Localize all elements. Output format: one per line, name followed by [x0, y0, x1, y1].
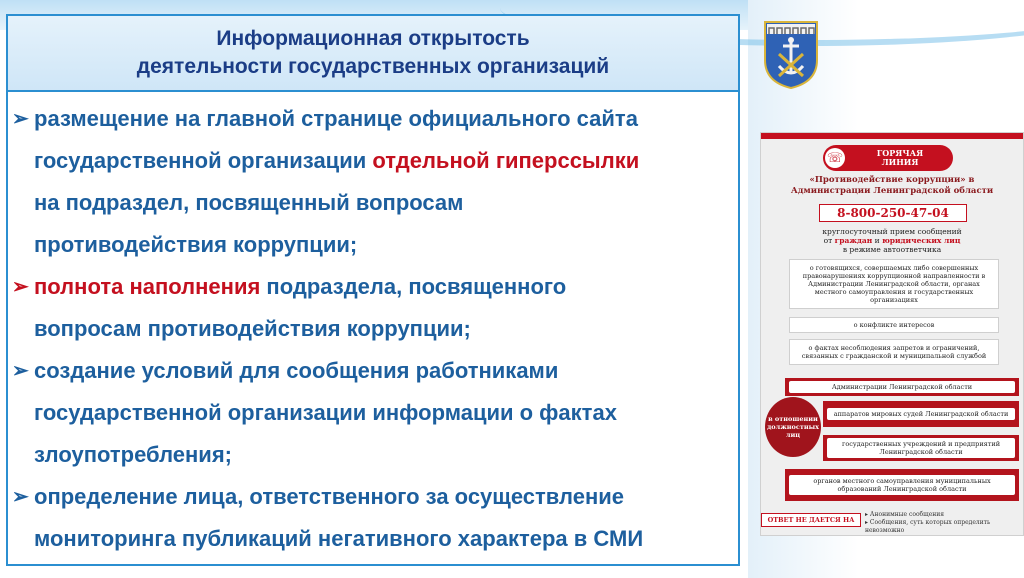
hotline-poster — [760, 132, 1024, 536]
report-topic-box: о конфликте интересов — [789, 317, 999, 333]
highlight-text: отдельной гиперссылки — [372, 148, 640, 173]
poster-subtitle: круглосуточный прием сообщений от граждан и юридических лиц в режиме автоответчика — [822, 227, 962, 254]
bullet-item-4 — [12, 476, 737, 560]
phone-icon: ☏ — [825, 148, 845, 168]
no-answer-label: ОТВЕТ НЕ ДАЕТСЯ НА — [761, 513, 861, 527]
poster-title: «Противодействие коррупции» в Администрации Ленинградской области — [790, 175, 994, 196]
bullet-line: на подраздел, посвященный вопросам — [34, 190, 464, 215]
bullet-line: государственной организации информации о фактах — [34, 400, 617, 425]
officials-bar: Администрации Ленинградской области — [785, 378, 1019, 396]
chevron-right-icon: ➢ — [12, 108, 29, 130]
bullet-line: определение лица, ответственного за осуществление — [34, 484, 625, 509]
no-answer-list: ▸ Анонимные сообщения ▸ Сообщения, суть которых определить невозможно — [865, 511, 991, 534]
bullet-line: вопросам противодействия коррупции; — [34, 316, 471, 341]
bullet-line: создание условий для сообщения работниками — [34, 358, 559, 383]
bullet-item-1 — [12, 98, 737, 266]
slide-title — [6, 14, 740, 92]
report-topic-box: о готовящихся, совершаемых либо совершенных правонарушениях коррупционной направленности в Администрации Ленинградской области, органах местного самоуправления и государственных организациях — [789, 259, 999, 309]
bullet-line: злоупотребления; — [34, 442, 232, 467]
bullet-line: государственной организации отдельной гиперссылки — [34, 148, 640, 173]
report-topic-box: о фактах несоблюдения запретов и ограничений, связанных с гражданской и муниципальной службой — [789, 339, 999, 365]
bullet-line: мониторинга публикаций негативного характера в СМИ — [34, 526, 644, 551]
bullet-item-3 — [12, 350, 737, 476]
coat-of-arms-icon — [763, 20, 819, 90]
bullet-list — [12, 98, 737, 560]
highlight-text: полнота наполнения — [34, 274, 261, 299]
officials-circle: в отношении должностных лиц — [765, 397, 821, 457]
officials-bar: государственных учреждений и предприятий Ленинградской области — [823, 435, 1019, 461]
chevron-right-icon: ➢ — [12, 486, 29, 508]
bullet-line: размещение на главной странице официального сайта — [34, 106, 638, 131]
hotline-badge: ГОРЯЧАЯ ЛИНИЯ — [823, 145, 953, 171]
chevron-right-icon: ➢ — [12, 360, 29, 382]
bullet-line: противодействия коррупции; — [34, 232, 358, 257]
poster-top-strip — [761, 133, 1023, 139]
officials-bar: органов местного самоуправления муниципальных образований Ленинградской области — [785, 469, 1019, 501]
hotline-phone-number: 8-800-250-47-04 — [819, 204, 967, 222]
bullet-line: полнота наполнения подраздела, посвященного — [34, 274, 567, 299]
bullet-item-2 — [12, 266, 737, 350]
title-line-1: Информационная открытость — [216, 27, 530, 50]
chevron-right-icon: ➢ — [12, 276, 29, 298]
officials-bar: аппаратов мировых судей Ленинградской области — [823, 401, 1019, 427]
title-line-2: деятельности государственных организаций — [136, 55, 610, 78]
